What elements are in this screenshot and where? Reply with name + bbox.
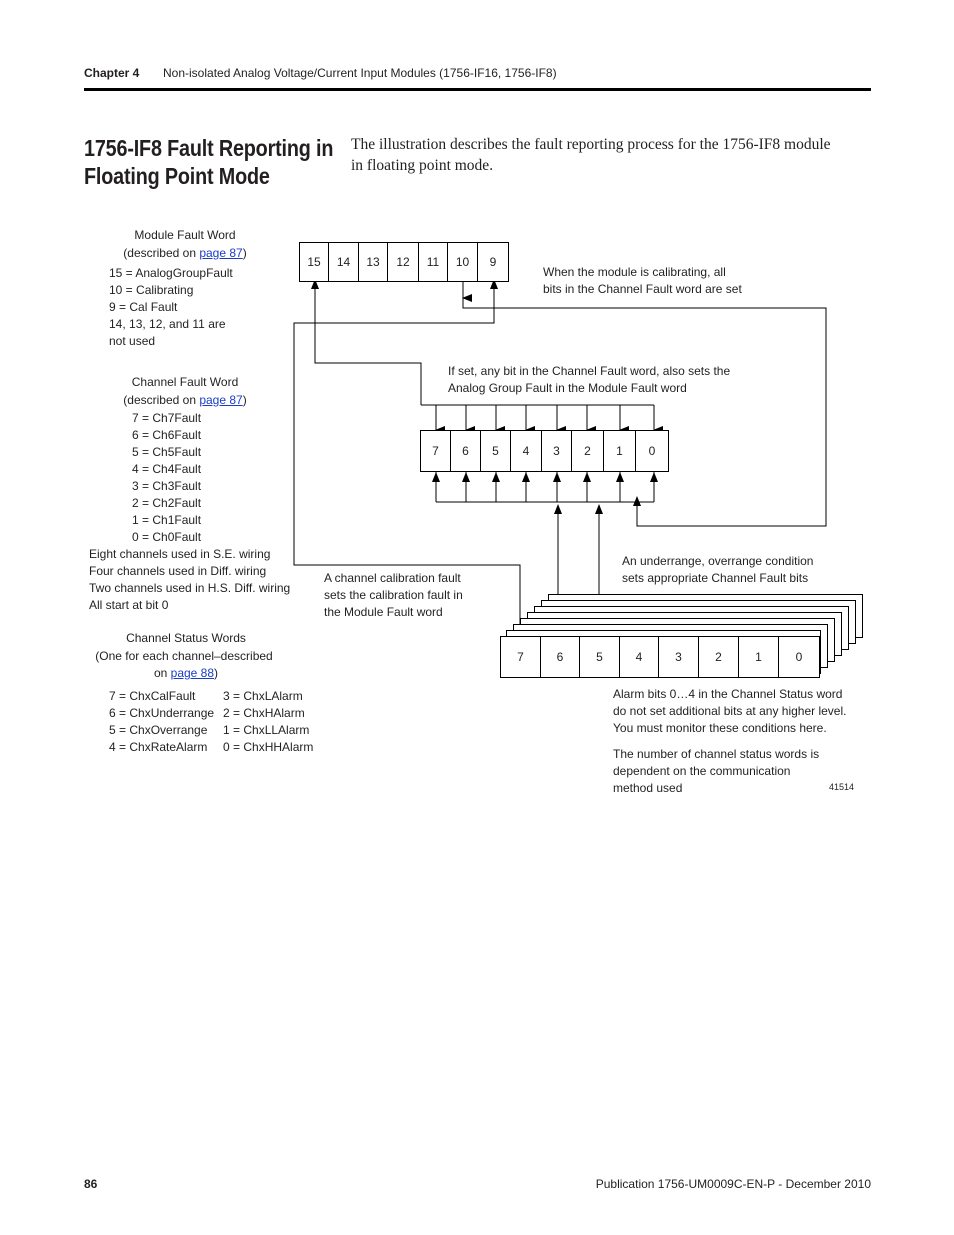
channel-fault-bit-4: 4 bbox=[511, 431, 542, 471]
module-fault-bit-12: 12 bbox=[388, 243, 419, 281]
chapter-label: Chapter 4 bbox=[84, 66, 140, 80]
bus-arrows-up bbox=[436, 472, 654, 502]
module-fault-page-link[interactable]: page 87 bbox=[199, 246, 243, 260]
channel-status-legend-right: 3 = ChxLAlarm 2 = ChxHAlarm 1 = ChxLLAlarm 0 = ChxHHAlarm bbox=[223, 689, 314, 754]
page-number: 86 bbox=[84, 1177, 98, 1191]
figure-id: 41514 bbox=[829, 782, 855, 792]
module-fault-bit-14: 14 bbox=[329, 243, 359, 281]
intro-paragraph: The illustration describes the fault reporting process for the 1756-IF8 module in floating point mode. bbox=[351, 136, 831, 174]
note-calibrating: When the module is calibrating, all bits in the Channel Fault word are set bbox=[543, 265, 742, 296]
channel-status-bit-3: 3 bbox=[659, 637, 699, 677]
channel-status-line2: (One for each channel–described bbox=[95, 649, 273, 663]
channel-fault-bit-5: 5 bbox=[481, 431, 511, 471]
channel-status-heading: Channel Status Words bbox=[126, 631, 246, 645]
section-title: 1756-IF8 Fault Reporting in Floating Point Mode bbox=[84, 135, 334, 189]
module-fault-bit-9: 9 bbox=[489, 255, 497, 269]
note-alarm-bits: Alarm bits 0…4 in the Channel Status word do not set additional bits at any higher level. You must monitor these conditions here. bbox=[613, 687, 847, 735]
group-fault-connector bbox=[315, 280, 421, 405]
channel-status-legend-left: 7 = ChxCalFault 6 = ChxUnderrange 5 = ChxOverrange 4 = ChxRateAlarm bbox=[109, 689, 215, 754]
module-fault-bit-15: 15 bbox=[300, 243, 329, 281]
channel-status-bit-4: 4 bbox=[620, 637, 659, 677]
note-if-set: If set, any bit in the Channel Fault word, also sets the Analog Group Fault in the Module Fault word bbox=[448, 364, 731, 395]
channel-fault-legend: 7 = Ch7Fault 6 = Ch6Fault 5 = Ch5Fault 4 = Ch4Fault 3 = Ch3Fault 2 = Ch2Fault 1 = Ch1Fault 0 = Ch0Fault bbox=[132, 411, 202, 544]
module-fault-described: (described on page 87) bbox=[123, 246, 247, 260]
module-fault-bit-13: 13 bbox=[359, 243, 388, 281]
channel-fault-bit-2: 2 bbox=[572, 431, 604, 471]
channel-status-register bbox=[500, 636, 820, 678]
channel-fault-register bbox=[420, 430, 669, 472]
module-fault-heading: Module Fault Word bbox=[134, 228, 236, 242]
wiring-notes: Eight channels used in S.E. wiring Four channels used in Diff. wiring Two channels used in H.S. Diff. wiring All start at bit 0 bbox=[89, 547, 291, 612]
channel-status-bit-7: 7 bbox=[501, 637, 541, 677]
module-fault-bit-10: 10 bbox=[448, 243, 478, 281]
channel-status-bit-5: 5 bbox=[580, 637, 620, 677]
channel-fault-bit-3: 3 bbox=[542, 431, 572, 471]
note-num-words: The number of channel status words is dependent on the communication method used bbox=[613, 747, 820, 795]
channel-status-bit-1: 1 bbox=[739, 637, 779, 677]
channel-fault-bit-7: 7 bbox=[421, 431, 451, 471]
channel-fault-bit-0: 0 bbox=[648, 444, 656, 458]
channel-fault-bit-6: 6 bbox=[451, 431, 481, 471]
channel-status-bit-0: 0 bbox=[795, 650, 803, 664]
module-fault-register bbox=[299, 242, 509, 282]
note-cal-fault: A channel calibration fault sets the calibration fault in the Module Fault word bbox=[324, 571, 463, 619]
module-fault-bit-11: 11 bbox=[419, 243, 448, 281]
channel-fault-page-link[interactable]: page 87 bbox=[199, 393, 243, 407]
channel-status-page-link[interactable]: page 88 bbox=[170, 666, 215, 680]
chapter-title: Non-isolated Analog Voltage/Current Input Modules (1756-IF16, 1756-IF8) bbox=[163, 66, 557, 80]
channel-fault-heading: Channel Fault Word bbox=[131, 375, 239, 389]
channel-status-bit-2: 2 bbox=[699, 637, 739, 677]
note-underrange: An underrange, overrange condition sets appropriate Channel Fault bits bbox=[622, 554, 814, 585]
module-fault-legend: 15 = AnalogGroupFault 10 = Calibrating 9 = Cal Fault 14, 13, 12, and 11 are not used bbox=[109, 266, 233, 348]
channel-status-on: on page 88) bbox=[153, 666, 219, 680]
publication-info: Publication 1756-UM0009C-EN-P - December 2010 bbox=[595, 1177, 871, 1191]
calibrating-connector bbox=[463, 282, 826, 526]
bus-arrows-down bbox=[436, 405, 654, 430]
channel-fault-bit-1: 1 bbox=[604, 431, 636, 471]
channel-status-bit-6: 6 bbox=[541, 637, 580, 677]
channel-fault-described: (described on page 87) bbox=[123, 393, 247, 407]
